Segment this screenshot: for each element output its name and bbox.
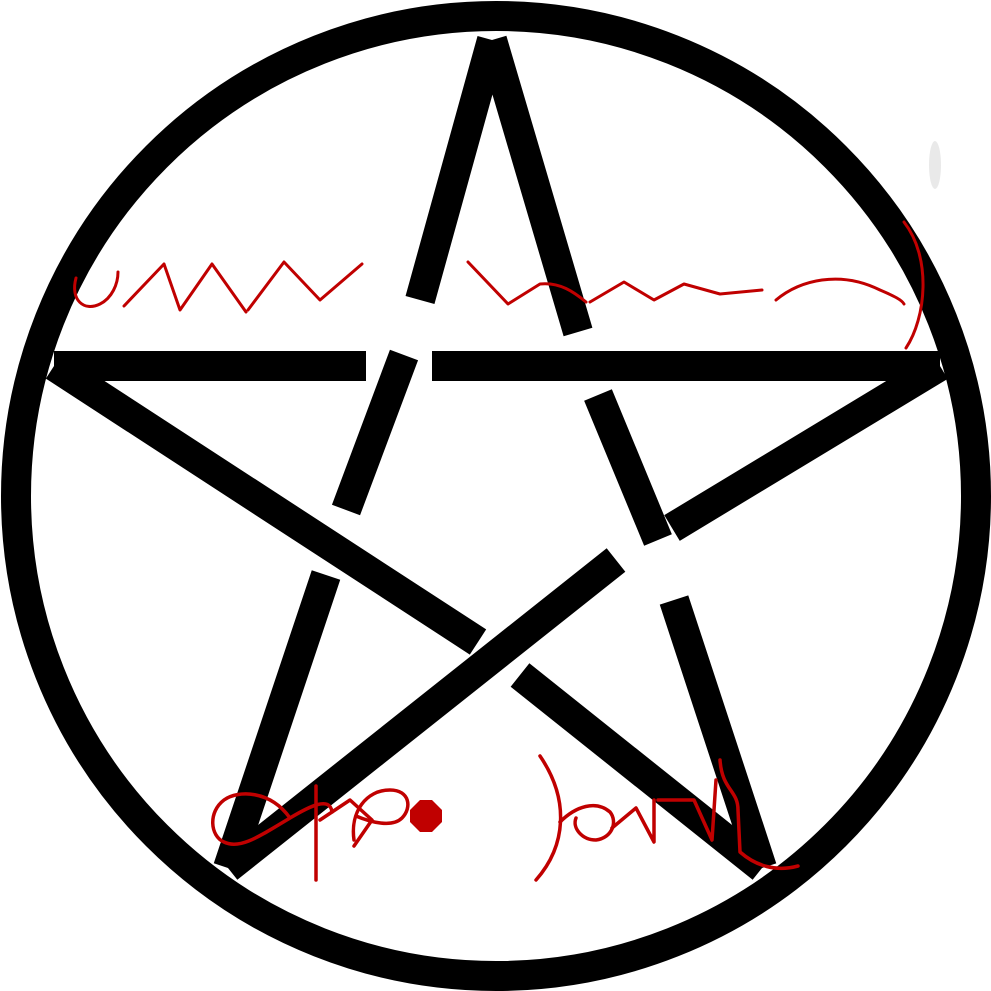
- smudge-mark: [929, 141, 941, 189]
